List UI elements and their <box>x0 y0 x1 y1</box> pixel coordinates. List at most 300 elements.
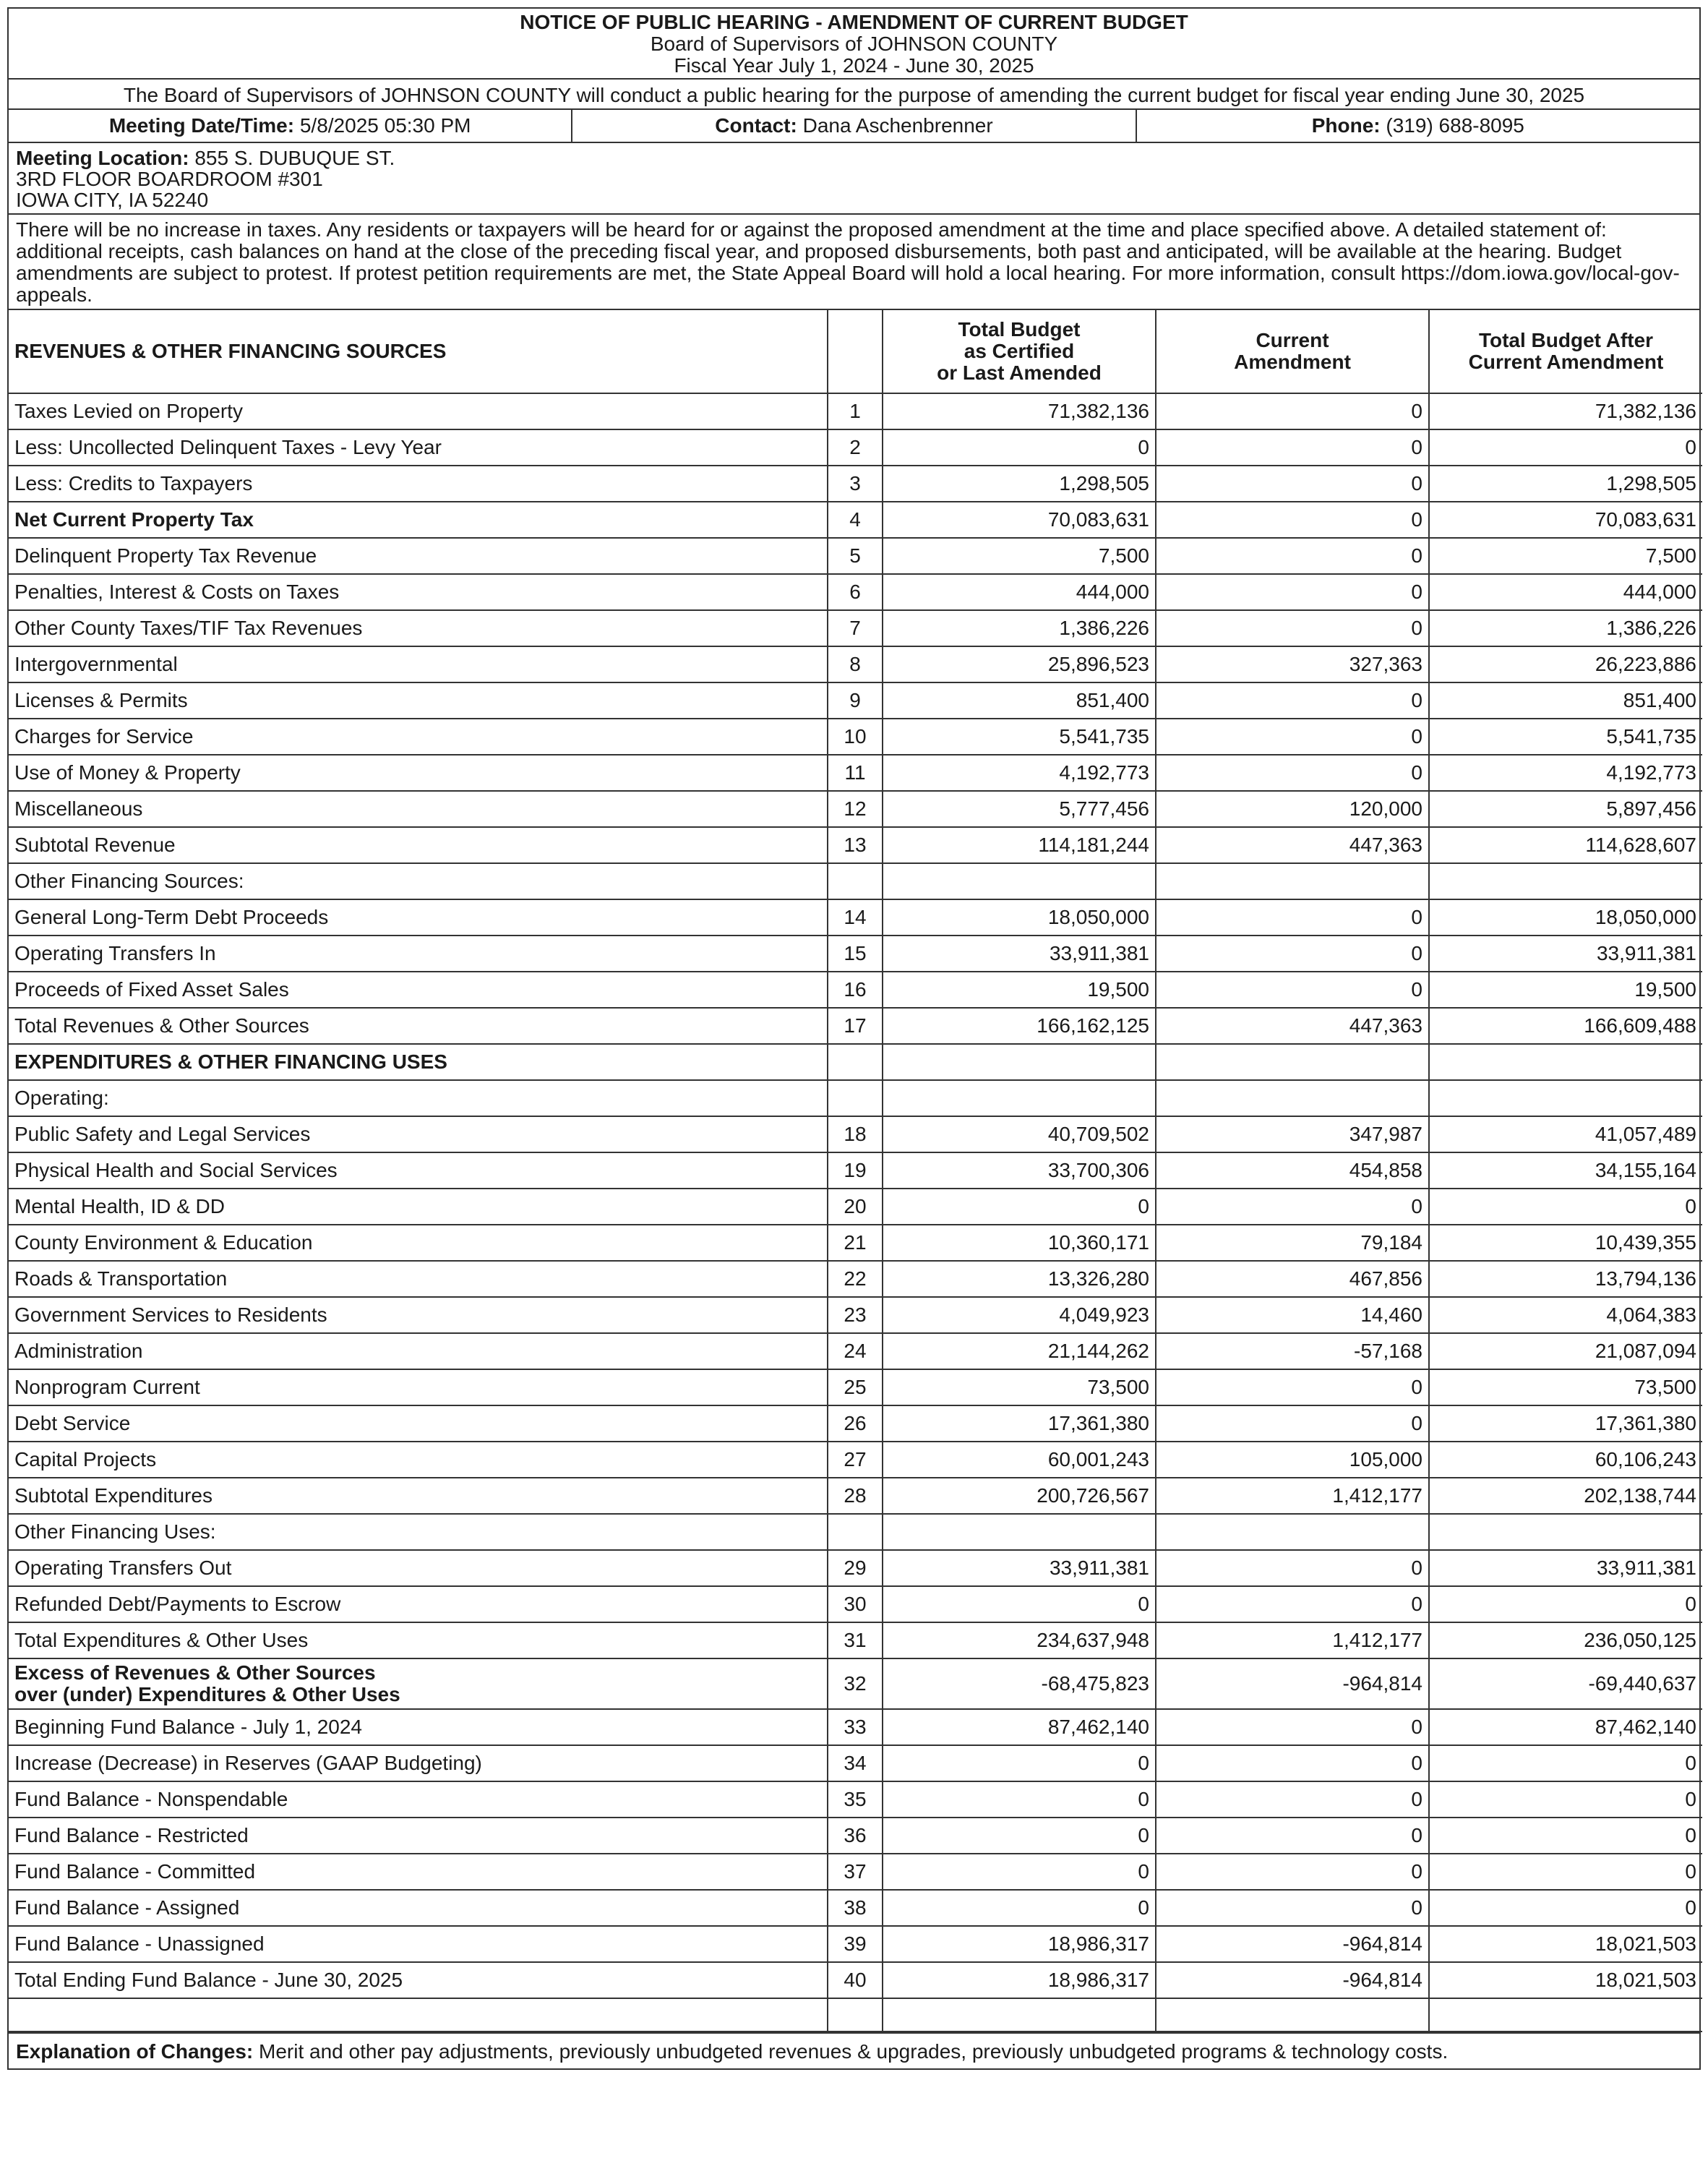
row-current-amendment: 0 <box>1156 1854 1429 1890</box>
table-row <box>9 1962 1702 1998</box>
row-budget-after: 41,057,489 <box>1429 1116 1702 1152</box>
row-current-amendment: 447,363 <box>1156 827 1429 863</box>
row-current-amendment: 1,412,177 <box>1156 1478 1429 1514</box>
row-label: Capital Projects <box>9 1442 828 1478</box>
row-line-number <box>828 1044 883 1080</box>
table-row <box>9 574 1702 610</box>
row-budget-certified: 4,049,923 <box>883 1297 1156 1333</box>
row-line-number: 36 <box>828 1818 883 1854</box>
budget-table-header <box>9 310 1702 393</box>
row-label: General Long-Term Debt Proceeds <box>9 899 828 936</box>
row-label: Net Current Property Tax <box>9 502 828 538</box>
phone-value: (319) 688-8095 <box>1386 114 1524 137</box>
row-budget-after <box>1429 1080 1702 1116</box>
row-line-number: 13 <box>828 827 883 863</box>
table-row <box>9 466 1702 502</box>
row-budget-certified: 21,144,262 <box>883 1333 1156 1369</box>
row-budget-after: 34,155,164 <box>1429 1152 1702 1189</box>
row-line-number: 38 <box>828 1890 883 1926</box>
row-label: Fund Balance - Committed <box>9 1854 828 1890</box>
table-row <box>9 538 1702 574</box>
row-label: Total Ending Fund Balance - June 30, 2025 <box>9 1962 828 1998</box>
row-current-amendment: 79,184 <box>1156 1225 1429 1261</box>
row-budget-after: 0 <box>1429 1818 1702 1854</box>
row-budget-certified: 0 <box>883 1781 1156 1818</box>
table-row <box>9 1550 1702 1586</box>
row-line-number: 39 <box>828 1926 883 1962</box>
row-budget-after: 0 <box>1429 1854 1702 1890</box>
row-current-amendment: 0 <box>1156 1890 1429 1926</box>
contact-cell <box>571 110 1135 142</box>
meeting-location <box>9 143 1699 215</box>
row-current-amendment <box>1156 863 1429 899</box>
row-budget-certified: 0 <box>883 1890 1156 1926</box>
row-label: Other Financing Uses: <box>9 1514 828 1550</box>
row-label: Debt Service <box>9 1405 828 1442</box>
row-current-amendment: -964,814 <box>1156 1962 1429 1998</box>
table-row <box>9 1080 1702 1116</box>
row-label: Operating Transfers In <box>9 936 828 972</box>
table-row <box>9 610 1702 646</box>
row-budget-certified: 10,360,171 <box>883 1225 1156 1261</box>
row-label: Public Safety and Legal Services <box>9 1116 828 1152</box>
table-row <box>9 1225 1702 1261</box>
row-current-amendment: 0 <box>1156 538 1429 574</box>
table-row <box>9 1152 1702 1189</box>
row-label: Fund Balance - Unassigned <box>9 1926 828 1962</box>
row-budget-after: 17,361,380 <box>1429 1405 1702 1442</box>
row-current-amendment <box>1156 1044 1429 1080</box>
table-row <box>9 827 1702 863</box>
row-budget-certified: -68,475,823 <box>883 1658 1156 1709</box>
hearing-intro: The Board of Supervisors of JOHNSON COUNTY will conduct a public hearing for the purpose of amending the current budget for fiscal year ending June 30, 2025 <box>9 80 1699 110</box>
table-row <box>9 646 1702 682</box>
table-row <box>9 1008 1702 1044</box>
row-label: Charges for Service <box>9 719 828 755</box>
row-label: Operating: <box>9 1080 828 1116</box>
row-line-number: 24 <box>828 1333 883 1369</box>
row-budget-after: 236,050,125 <box>1429 1622 1702 1658</box>
row-budget-certified: 60,001,243 <box>883 1442 1156 1478</box>
row-label: Less: Credits to Taxpayers <box>9 466 828 502</box>
current-amendment-header: Current Amendment <box>1156 310 1429 393</box>
budget-certified-header: Total Budget as Certified or Last Amended <box>883 310 1156 393</box>
table-row <box>9 1333 1702 1369</box>
row-current-amendment: -57,168 <box>1156 1333 1429 1369</box>
row-current-amendment: 454,858 <box>1156 1152 1429 1189</box>
row-label: Intergovernmental <box>9 646 828 682</box>
table-row <box>9 1658 1702 1709</box>
row-budget-after <box>1429 863 1702 899</box>
row-budget-certified: 40,709,502 <box>883 1116 1156 1152</box>
row-current-amendment: 0 <box>1156 610 1429 646</box>
row-label: Taxes Levied on Property <box>9 393 828 429</box>
row-line-number: 30 <box>828 1586 883 1622</box>
row-current-amendment <box>1156 1080 1429 1116</box>
row-line-number: 32 <box>828 1658 883 1709</box>
row-budget-certified: 234,637,948 <box>883 1622 1156 1658</box>
row-current-amendment: -964,814 <box>1156 1658 1429 1709</box>
meeting-date-label: Meeting Date/Time: <box>108 114 295 137</box>
row-budget-certified <box>883 1044 1156 1080</box>
row-line-number: 17 <box>828 1008 883 1044</box>
row-current-amendment: 0 <box>1156 1405 1429 1442</box>
row-line-number: 5 <box>828 538 883 574</box>
explanation-of-changes <box>9 2032 1699 2068</box>
row-budget-certified: 0 <box>883 429 1156 466</box>
row-current-amendment: 0 <box>1156 1369 1429 1405</box>
table-row <box>9 972 1702 1008</box>
row-budget-after: 5,897,456 <box>1429 791 1702 827</box>
table-row <box>9 1622 1702 1658</box>
row-label: Delinquent Property Tax Revenue <box>9 538 828 574</box>
row-budget-certified: 851,400 <box>883 682 1156 719</box>
row-budget-after: 202,138,744 <box>1429 1478 1702 1514</box>
row-line-number: 1 <box>828 393 883 429</box>
row-budget-certified: 0 <box>883 1745 1156 1781</box>
row-line-number: 33 <box>828 1709 883 1745</box>
row-budget-after: 70,083,631 <box>1429 502 1702 538</box>
row-budget-certified: 71,382,136 <box>883 393 1156 429</box>
row-current-amendment: 1,412,177 <box>1156 1622 1429 1658</box>
row-budget-certified <box>883 1998 1156 2032</box>
table-row <box>9 1261 1702 1297</box>
row-label: Use of Money & Property <box>9 755 828 791</box>
row-current-amendment: 105,000 <box>1156 1442 1429 1478</box>
row-budget-after: 0 <box>1429 1586 1702 1622</box>
table-row <box>9 936 1702 972</box>
row-label: Refunded Debt/Payments to Escrow <box>9 1586 828 1622</box>
row-budget-certified: 25,896,523 <box>883 646 1156 682</box>
table-row <box>9 1781 1702 1818</box>
row-budget-certified: 18,050,000 <box>883 899 1156 936</box>
fiscal-year: Fiscal Year July 1, 2024 - June 30, 2025 <box>674 54 1034 77</box>
row-budget-certified: 444,000 <box>883 574 1156 610</box>
row-line-number: 4 <box>828 502 883 538</box>
row-line-number: 27 <box>828 1442 883 1478</box>
row-current-amendment: 447,363 <box>1156 1008 1429 1044</box>
row-budget-after: 13,794,136 <box>1429 1261 1702 1297</box>
row-budget-after: 18,050,000 <box>1429 899 1702 936</box>
row-line-number: 35 <box>828 1781 883 1818</box>
table-row <box>9 1478 1702 1514</box>
table-row <box>9 502 1702 538</box>
row-budget-after <box>1429 1514 1702 1550</box>
row-budget-after: 33,911,381 <box>1429 1550 1702 1586</box>
location-line-2: 3RD FLOOR BOARDROOM #301 <box>16 168 323 190</box>
row-line-number: 26 <box>828 1405 883 1442</box>
row-budget-after: 851,400 <box>1429 682 1702 719</box>
row-budget-after <box>1429 1998 1702 2032</box>
row-label: Subtotal Expenditures <box>9 1478 828 1514</box>
row-line-number: 25 <box>828 1369 883 1405</box>
line-number-header <box>828 310 883 393</box>
row-budget-certified: 18,986,317 <box>883 1962 1156 1998</box>
table-row <box>9 1405 1702 1442</box>
row-budget-certified: 4,192,773 <box>883 755 1156 791</box>
row-budget-certified: 33,700,306 <box>883 1152 1156 1189</box>
row-label: Fund Balance - Assigned <box>9 1890 828 1926</box>
row-budget-certified <box>883 863 1156 899</box>
row-line-number: 19 <box>828 1152 883 1189</box>
row-line-number: 8 <box>828 646 883 682</box>
row-budget-certified: 33,911,381 <box>883 936 1156 972</box>
row-budget-certified: 17,361,380 <box>883 1405 1156 1442</box>
notice-title: NOTICE OF PUBLIC HEARING - AMENDMENT OF CURRENT BUDGET <box>520 11 1188 33</box>
row-budget-after: 33,911,381 <box>1429 936 1702 972</box>
row-current-amendment: 0 <box>1156 936 1429 972</box>
row-current-amendment: 0 <box>1156 1745 1429 1781</box>
explanation-label: Explanation of Changes: <box>16 2040 254 2063</box>
row-label: Excess of Revenues & Other Sources over (under) Expenditures & Other Uses <box>9 1658 828 1709</box>
revenues-section-heading: REVENUES & OTHER FINANCING SOURCES <box>9 310 828 393</box>
table-row <box>9 1890 1702 1926</box>
row-current-amendment: 0 <box>1156 1550 1429 1586</box>
table-row <box>9 719 1702 755</box>
row-line-number: 18 <box>828 1116 883 1152</box>
row-line-number: 7 <box>828 610 883 646</box>
row-budget-certified: 19,500 <box>883 972 1156 1008</box>
row-current-amendment: 0 <box>1156 1818 1429 1854</box>
row-current-amendment: 0 <box>1156 429 1429 466</box>
row-budget-after: 18,021,503 <box>1429 1962 1702 1998</box>
row-budget-certified: 166,162,125 <box>883 1008 1156 1044</box>
row-label: Other County Taxes/TIF Tax Revenues <box>9 610 828 646</box>
row-label: Nonprogram Current <box>9 1369 828 1405</box>
row-line-number: 2 <box>828 429 883 466</box>
row-budget-certified <box>883 1514 1156 1550</box>
notice-header <box>9 9 1699 80</box>
table-row <box>9 1854 1702 1890</box>
row-current-amendment: 0 <box>1156 972 1429 1008</box>
row-label: Mental Health, ID & DD <box>9 1189 828 1225</box>
row-current-amendment: 0 <box>1156 1586 1429 1622</box>
row-line-number: 10 <box>828 719 883 755</box>
table-row <box>9 1818 1702 1854</box>
row-current-amendment: 0 <box>1156 899 1429 936</box>
meeting-date-value: 5/8/2025 05:30 PM <box>299 114 471 137</box>
location-line-1: 855 S. DUBUQUE ST. <box>194 147 395 169</box>
row-label: EXPENDITURES & OTHER FINANCING USES <box>9 1044 828 1080</box>
row-line-number: 37 <box>828 1854 883 1890</box>
row-line-number: 34 <box>828 1745 883 1781</box>
table-row <box>9 1442 1702 1478</box>
row-label: Physical Health and Social Services <box>9 1152 828 1189</box>
row-budget-after: 114,628,607 <box>1429 827 1702 863</box>
row-line-number: 3 <box>828 466 883 502</box>
table-row <box>9 1044 1702 1080</box>
row-line-number <box>828 1080 883 1116</box>
row-label: Increase (Decrease) in Reserves (GAAP Budgeting) <box>9 1745 828 1781</box>
row-budget-after: -69,440,637 <box>1429 1658 1702 1709</box>
row-current-amendment: 0 <box>1156 682 1429 719</box>
table-row <box>9 429 1702 466</box>
row-budget-after: 1,298,505 <box>1429 466 1702 502</box>
table-row <box>9 1369 1702 1405</box>
row-line-number <box>828 1514 883 1550</box>
row-label: Miscellaneous <box>9 791 828 827</box>
row-current-amendment: 327,363 <box>1156 646 1429 682</box>
row-current-amendment: 0 <box>1156 393 1429 429</box>
table-row <box>9 1514 1702 1550</box>
table-row <box>9 1745 1702 1781</box>
row-budget-certified: 18,986,317 <box>883 1926 1156 1962</box>
meeting-info-row <box>9 110 1699 143</box>
table-row <box>9 1926 1702 1962</box>
row-line-number <box>828 863 883 899</box>
row-budget-after: 0 <box>1429 1781 1702 1818</box>
row-budget-certified <box>883 1080 1156 1116</box>
table-row <box>9 863 1702 899</box>
row-budget-certified: 7,500 <box>883 538 1156 574</box>
row-current-amendment <box>1156 1514 1429 1550</box>
row-budget-certified: 0 <box>883 1189 1156 1225</box>
row-current-amendment <box>1156 1998 1429 2032</box>
row-current-amendment: 0 <box>1156 755 1429 791</box>
row-budget-after: 4,192,773 <box>1429 755 1702 791</box>
row-budget-after: 0 <box>1429 1189 1702 1225</box>
row-line-number: 23 <box>828 1297 883 1333</box>
row-budget-after: 1,386,226 <box>1429 610 1702 646</box>
row-line-number: 20 <box>828 1189 883 1225</box>
row-label: Proceeds of Fixed Asset Sales <box>9 972 828 1008</box>
board-name: Board of Supervisors of JOHNSON COUNTY <box>650 33 1058 55</box>
row-budget-after: 73,500 <box>1429 1369 1702 1405</box>
location-label: Meeting Location: <box>16 147 189 169</box>
row-budget-after: 166,609,488 <box>1429 1008 1702 1044</box>
row-current-amendment: 0 <box>1156 1781 1429 1818</box>
row-line-number: 11 <box>828 755 883 791</box>
row-budget-after: 19,500 <box>1429 972 1702 1008</box>
hearing-notice-text: There will be no increase in taxes. Any residents or taxpayers will be heard for or against the proposed amendment at the time and place specified above. A detailed statement of: additional receipts, cash balances on hand at the close of the preceding fiscal year, and proposed disbursements, both past and anticipated, will be available at the hearing. Budget amendments are subject to protest. If protest petition requirements are met, the State Appeal Board will hold a local hearing. For more information, consult https://dom.iowa.gov/local-gov-appeals. <box>9 215 1699 310</box>
row-line-number: 31 <box>828 1622 883 1658</box>
row-line-number: 12 <box>828 791 883 827</box>
row-line-number: 14 <box>828 899 883 936</box>
row-budget-after: 0 <box>1429 429 1702 466</box>
row-line-number <box>828 1998 883 2032</box>
row-label: Subtotal Revenue <box>9 827 828 863</box>
row-label: Total Revenues & Other Sources <box>9 1008 828 1044</box>
row-budget-certified: 0 <box>883 1586 1156 1622</box>
row-budget-after: 444,000 <box>1429 574 1702 610</box>
table-row <box>9 1709 1702 1745</box>
table-row <box>9 1586 1702 1622</box>
row-line-number: 9 <box>828 682 883 719</box>
row-label: Roads & Transportation <box>9 1261 828 1297</box>
row-budget-after: 10,439,355 <box>1429 1225 1702 1261</box>
meeting-date-cell <box>9 110 571 142</box>
row-budget-certified: 70,083,631 <box>883 502 1156 538</box>
row-current-amendment: 347,987 <box>1156 1116 1429 1152</box>
table-row <box>9 393 1702 429</box>
row-label: Beginning Fund Balance - July 1, 2024 <box>9 1709 828 1745</box>
row-budget-after: 5,541,735 <box>1429 719 1702 755</box>
row-budget-after: 0 <box>1429 1745 1702 1781</box>
row-line-number: 6 <box>828 574 883 610</box>
budget-table-body <box>9 393 1702 2032</box>
row-label <box>9 1998 828 2032</box>
row-label: Licenses & Permits <box>9 682 828 719</box>
row-label: Total Expenditures & Other Uses <box>9 1622 828 1658</box>
row-label: Government Services to Residents <box>9 1297 828 1333</box>
row-budget-after: 26,223,886 <box>1429 646 1702 682</box>
phone-label: Phone: <box>1311 114 1381 137</box>
table-row <box>9 755 1702 791</box>
row-current-amendment: 0 <box>1156 502 1429 538</box>
table-row <box>9 1189 1702 1225</box>
row-budget-certified: 1,386,226 <box>883 610 1156 646</box>
row-line-number: 21 <box>828 1225 883 1261</box>
row-budget-certified: 200,726,567 <box>883 1478 1156 1514</box>
row-budget-after: 21,087,094 <box>1429 1333 1702 1369</box>
row-current-amendment: 0 <box>1156 719 1429 755</box>
row-budget-certified: 114,181,244 <box>883 827 1156 863</box>
location-line-3: IOWA CITY, IA 52240 <box>16 189 209 211</box>
budget-notice-document <box>7 7 1701 2070</box>
table-row <box>9 1998 1702 2032</box>
row-current-amendment: 120,000 <box>1156 791 1429 827</box>
row-budget-certified: 87,462,140 <box>883 1709 1156 1745</box>
row-current-amendment: 0 <box>1156 1709 1429 1745</box>
table-row <box>9 1116 1702 1152</box>
table-row <box>9 791 1702 827</box>
table-row <box>9 682 1702 719</box>
row-budget-certified: 0 <box>883 1818 1156 1854</box>
contact-label: Contact: <box>715 114 797 137</box>
row-budget-certified: 0 <box>883 1854 1156 1890</box>
row-label: Operating Transfers Out <box>9 1550 828 1586</box>
row-line-number: 16 <box>828 972 883 1008</box>
row-budget-after <box>1429 1044 1702 1080</box>
budget-after-amendment-header: Total Budget After Current Amendment <box>1429 310 1702 393</box>
phone-cell <box>1136 110 1699 142</box>
row-label: Other Financing Sources: <box>9 863 828 899</box>
table-row <box>9 1297 1702 1333</box>
row-budget-after: 87,462,140 <box>1429 1709 1702 1745</box>
row-line-number: 15 <box>828 936 883 972</box>
contact-value: Dana Aschenbrenner <box>802 114 993 137</box>
row-budget-after: 0 <box>1429 1890 1702 1926</box>
row-label: Administration <box>9 1333 828 1369</box>
row-line-number: 40 <box>828 1962 883 1998</box>
row-current-amendment: 467,856 <box>1156 1261 1429 1297</box>
row-budget-after: 7,500 <box>1429 538 1702 574</box>
row-budget-certified: 33,911,381 <box>883 1550 1156 1586</box>
row-label: Less: Uncollected Delinquent Taxes - Levy Year <box>9 429 828 466</box>
row-budget-certified: 13,326,280 <box>883 1261 1156 1297</box>
budget-table <box>9 310 1702 2032</box>
row-current-amendment: 0 <box>1156 466 1429 502</box>
row-line-number: 22 <box>828 1261 883 1297</box>
row-label: Fund Balance - Restricted <box>9 1818 828 1854</box>
row-budget-certified: 73,500 <box>883 1369 1156 1405</box>
row-budget-certified: 5,777,456 <box>883 791 1156 827</box>
explanation-text: Merit and other pay adjustments, previously unbudgeted revenues & upgrades, previously unbudgeted programs & technology costs. <box>259 2040 1449 2063</box>
table-row <box>9 899 1702 936</box>
row-line-number: 28 <box>828 1478 883 1514</box>
row-budget-after: 4,064,383 <box>1429 1297 1702 1333</box>
row-budget-after: 18,021,503 <box>1429 1926 1702 1962</box>
row-budget-certified: 1,298,505 <box>883 466 1156 502</box>
row-current-amendment: 0 <box>1156 1189 1429 1225</box>
row-budget-after: 71,382,136 <box>1429 393 1702 429</box>
row-current-amendment: 14,460 <box>1156 1297 1429 1333</box>
row-label: Penalties, Interest & Costs on Taxes <box>9 574 828 610</box>
row-label: County Environment & Education <box>9 1225 828 1261</box>
row-budget-after: 60,106,243 <box>1429 1442 1702 1478</box>
row-current-amendment: 0 <box>1156 574 1429 610</box>
row-line-number: 29 <box>828 1550 883 1586</box>
